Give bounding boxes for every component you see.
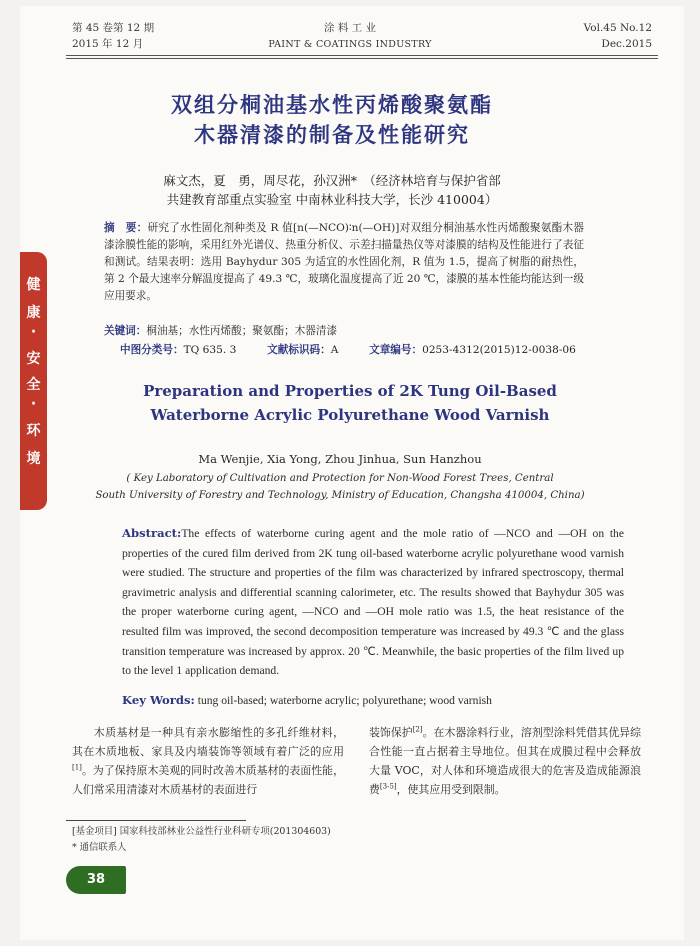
title-cn-line1: 双组分桐油基水性丙烯酸聚氨酯 [171, 93, 493, 117]
header-rule [66, 55, 658, 56]
body-left-column [72, 723, 344, 799]
authors-en: Ma Wenjie, Xia Yong, Zhou Jinhua, Sun Hanzhou [198, 452, 482, 466]
abstract-cn-text: 研究了水性固化剂种类及 R 值[n(—NCO)∶n(—OH)]对双组分桐油基水性丙烯酸聚氨酯木器漆涂膜性能的影响，采用红外光谱仪、热重分析仪、示差扫描量热仪等对漆膜的结构及性能进行了表征和测试。结果表明：选用 Bayhydur 305 为适宜的水性固化剂，R 值为 1.5，提高了树脂的耐热性，第 2 个最大速率分解温度提高了 49.3 ℃，玻璃化温度提高了近 20 ℃，漆膜的基本性能均能达到一级应用要求。 [104, 222, 585, 302]
body-right-column [369, 723, 641, 799]
citation: [2] [412, 725, 423, 734]
side-tab-char: 境 [26, 451, 41, 467]
header-journal-en: PAINT & COATINGS INDUSTRY [268, 39, 432, 50]
header-volume-en: Vol.45 No.12 [583, 22, 652, 34]
abstract-cn-label: 摘 要： [104, 222, 148, 234]
side-tab-char: · [30, 324, 37, 340]
side-tab-char: · [30, 396, 37, 412]
footnote-fund: [基金项目] 国家科技部林业公益性行业科研专项(201304603) [72, 826, 331, 837]
doc-code-label: 文献标识码： [267, 344, 331, 356]
classification-line [120, 342, 576, 359]
header-date-en: Dec.2015 [601, 38, 652, 50]
body-text: 木质基材是一种具有亲水膨缩性的多孔纤维材料，其在木质地板、家具及内墙装饰等领域有着广泛的应用 [72, 726, 344, 758]
side-tab-char: 安 [26, 351, 41, 367]
header-volume-cn: 第 45 卷第 12 期 [72, 22, 155, 34]
page-number: 38 [66, 866, 126, 894]
body-text: 。为了保持原木美观的同时改善木质基材的表面性能，人们常采用清漆对木质基材的表面进行 [72, 764, 344, 796]
body-text: 。在木器涂料行业，溶剂型涂料凭借其优异综合性能一直占据着主导地位。但其在成膜过程中会释放大量 VOC，对人体和环境造成很大的危害及造成能源浪费 [369, 726, 641, 796]
keywords-en [122, 691, 624, 711]
title-en-line1: Preparation and Properties of 2K Tung Oil-Based [143, 382, 557, 400]
title-cn-line2: 木器清漆的制备及性能研究 [194, 123, 470, 147]
abstract-en-label: Abstract: [122, 526, 182, 540]
keywords-en-text: tung oil-based; waterborne acrylic; polyurethane; wood varnish [197, 694, 492, 707]
article-no-value: 0253-4312(2015)12-0038-06 [422, 344, 576, 356]
side-tab-char: 环 [26, 423, 41, 439]
clc-value: TQ 635. 3 [183, 344, 237, 356]
citation: [1] [72, 763, 82, 772]
keywords-cn-text: 桐油基；水性丙烯酸；聚氨酯；木器清漆 [146, 325, 338, 337]
header-rule-thin [66, 58, 658, 59]
section-side-tab [20, 252, 47, 510]
affiliation-cn: 共建教育部重点实验室 中南林业科技大学，长沙 410004） [166, 192, 498, 207]
side-tab-char: 全 [26, 377, 41, 393]
doc-code-value: A [330, 344, 339, 356]
clc-label: 中图分类号： [120, 344, 184, 356]
authors-cn: 麻文杰，夏 勇，周尽花，孙汉洲* （经济林培育与保护省部 [163, 173, 501, 188]
header-date-cn: 2015 年 12 月 [72, 38, 144, 50]
abstract-cn [104, 220, 584, 305]
affiliation-en-line1: ( Key Laboratory of Cultivation and Protection for Non-Wood Forest Trees, Central [126, 473, 554, 484]
side-tab-char: 康 [26, 305, 41, 321]
abstract-en-text: The effects of waterborne curing agent and the mole ratio of —NCO and —OH on the properties of the cured film derived from 2K tung oil-based waterborne acrylic polyurethane wood varnish were studied. The structure and properties of the film was characterized by infrared spectroscopy, thermal gravimetric analysis and differential scanning calorimeter, etc. The results showed that Bayhydur 305 was the proper waterborne curing agent, —NCO and —OH mole ratio was 1.5, the heat resistance of the resulted film was improved, the second decomposition temperature was increased by 49.3 ℃ and the glass transition temperature was increased by approx. 20 ℃. Meanwhile, the basic properties of the film lived up to the level 1 application demand. [122, 527, 624, 678]
keywords-cn [104, 323, 584, 340]
keywords-en-label: Key Words: [122, 693, 195, 707]
footnote-contact: * 通信联系人 [72, 842, 127, 853]
side-tab-char: 健 [26, 277, 41, 293]
citation: [3-5] [379, 782, 397, 791]
body-text: 装饰保护 [369, 726, 413, 739]
affiliation-en-line2: South University of Forestry and Technology, Ministry of Education, Changsha 410004, China) [95, 490, 585, 501]
abstract-en [122, 524, 624, 681]
body-text: ，使其应用受到限制。 [396, 783, 506, 796]
header-journal-cn: 涂 料 工 业 [323, 22, 376, 34]
footnote-rule [66, 820, 246, 821]
article-no-label: 文章编号： [369, 344, 423, 356]
title-en-line2: Waterborne Acrylic Polyurethane Wood Varnish [150, 406, 550, 424]
keywords-cn-label: 关键词： [104, 325, 147, 337]
